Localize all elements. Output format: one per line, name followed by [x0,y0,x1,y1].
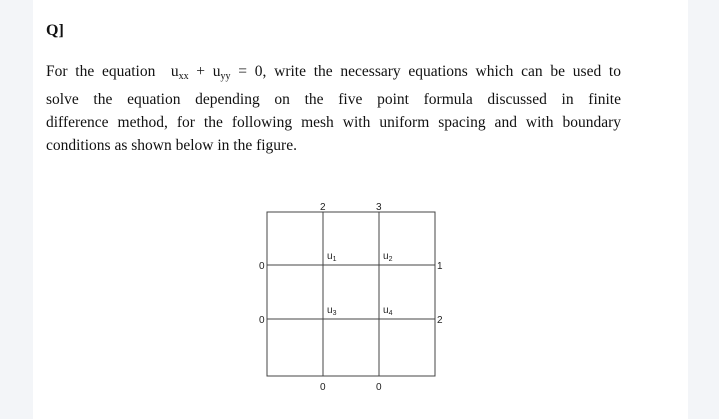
question-number: Q] [46,22,64,39]
top-boundary-label: 2 [320,202,326,213]
top-boundary-label: 3 [376,202,382,213]
left-boundary-label: 0 [259,315,265,326]
mesh-border [267,212,435,376]
right-boundary-label: 1 [437,261,443,272]
left-boundary-label: 0 [259,261,265,272]
question-line-3: difference method, for the following mesh with uniform spacing and with boundary [46,114,621,131]
node-label-u3: $u_3$ [327,305,337,317]
question-line-4: conditions as shown below in the figure. [46,137,297,154]
node-label-u4: $u_4$ [383,305,393,317]
question-line-1: For the equation $u_{xx} + u_{yy} = 0$, write the necessary equations which can be used to [46,63,621,82]
bottom-boundary-label: 0 [376,382,382,393]
question-line-2: solve the equation depending on the five point formula discussed in finite [46,91,621,108]
equation: $u_{xx} + u_{yy} = 0$, write the necessary equations which can be used to [170,63,621,82]
node-label-u2: $u_2$ [383,251,393,263]
node-label-u1: $u_1$ [327,251,337,263]
right-boundary-label: 2 [437,315,443,326]
bottom-boundary-label: 0 [320,382,326,393]
